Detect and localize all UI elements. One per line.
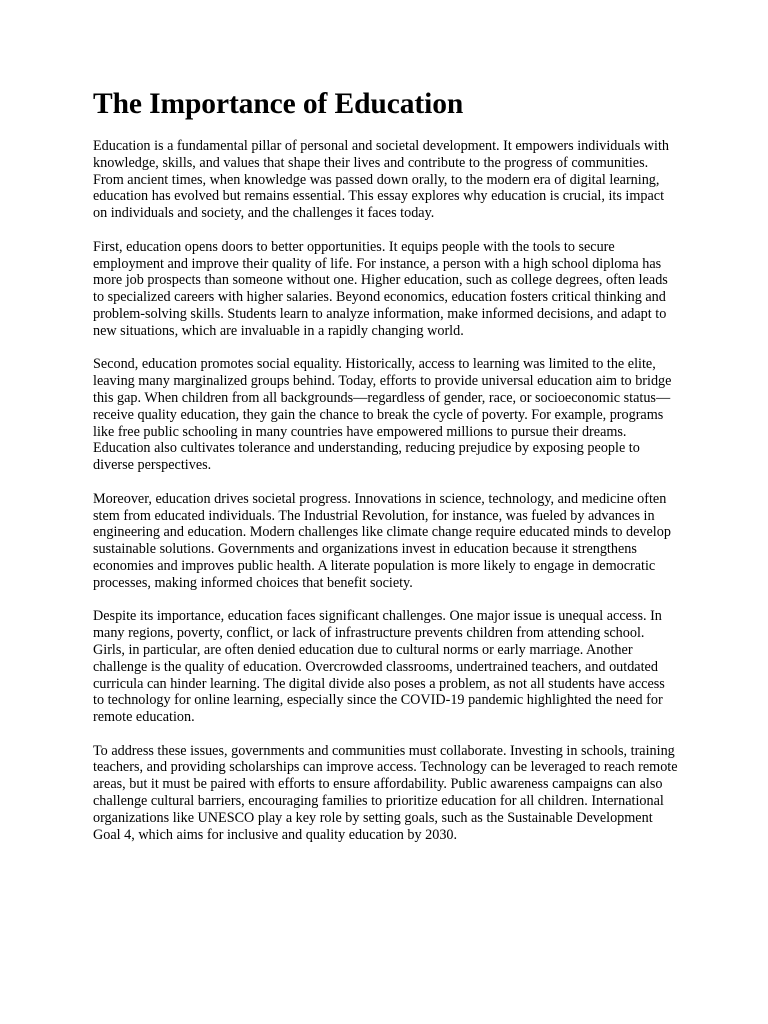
paragraph-social-equality: Second, education promotes social equality. Historically, access to learning was limited to the elite, leaving many marginalized groups behind. Today, efforts to provide universal education aim to bridge this gap. When children from all backgrounds—regardless of gender, race, or socioeconomic status—receive quality education, they gain the chance to break the cycle of poverty. For example, programs like free public schooling in many countries have empowered millions to pursue their dreams. Education also cultivates tolerance and understanding, reducing prejudice by exposing people to diverse perspectives. xyxy=(93,356,672,474)
paragraph-introduction: Education is a fundamental pillar of personal and societal development. It empowers individuals with knowledge, skills, and values that shape their lives and contribute to the progress of communities. From ancient times, when knowledge was passed down orally, to the modern era of digital learning, education has evolved but remains essential. This essay explores why education is crucial, its impact on individuals and society, and the challenges it faces today. xyxy=(93,138,670,222)
paragraph-opportunities: First, education opens doors to better opportunities. It equips people with the tools to secure employment and improve their quality of life. For instance, a person with a high school diploma has more job prospects than someone without one. Higher education, such as college degrees, often leads to specialized careers with higher salaries. Beyond economics, education fosters critical thinking and problem-solving skills. Students learn to analyze information, make informed decisions, and adapt to new situations, which are invaluable in a rapidly changing world. xyxy=(93,238,668,339)
document-title: The Importance of Education xyxy=(93,88,464,120)
paragraph-challenges: Despite its importance, education faces significant challenges. One major issue is unequal access. In many regions, poverty, conflict, or lack of infrastructure prevents children from attending school. Girls, in particular, are often denied education due to cultural norms or early marriage. Another challenge is the quality of education. Overcrowded classrooms, undertrained teachers, and outdated curricula can hinder learning. The digital divide also poses a problem, as not all students have access to technology for online learning, especially since the COVID-19 pandemic highlighted the need for remote education. xyxy=(93,608,665,726)
document-page xyxy=(93,86,678,860)
paragraph-societal-progress: Moreover, education drives societal progress. Innovations in science, technology, and medicine often stem from educated individuals. The Industrial Revolution, for instance, was fueled by advances in engineering and education. Modern challenges like climate change require educated minds to develop sustainable solutions. Governments and organizations invest in education because it strengthens economies and improves public health. A literate population is more likely to engage in democratic processes, making informed choices that benefit society. xyxy=(93,490,671,591)
paragraph-solutions: To address these issues, governments and communities must collaborate. Investing in schools, training teachers, and providing scholarships can improve access. Technology can be leveraged to reach remote areas, but it must be paired with efforts to ensure affordability. Public awareness campaigns can also challenge cultural barriers, encouraging families to prioritize education for all children. International organizations like UNESCO play a key role by setting goals, such as the Sustainable Development Goal 4, which aims for inclusive and quality education by 2030. xyxy=(93,742,678,843)
